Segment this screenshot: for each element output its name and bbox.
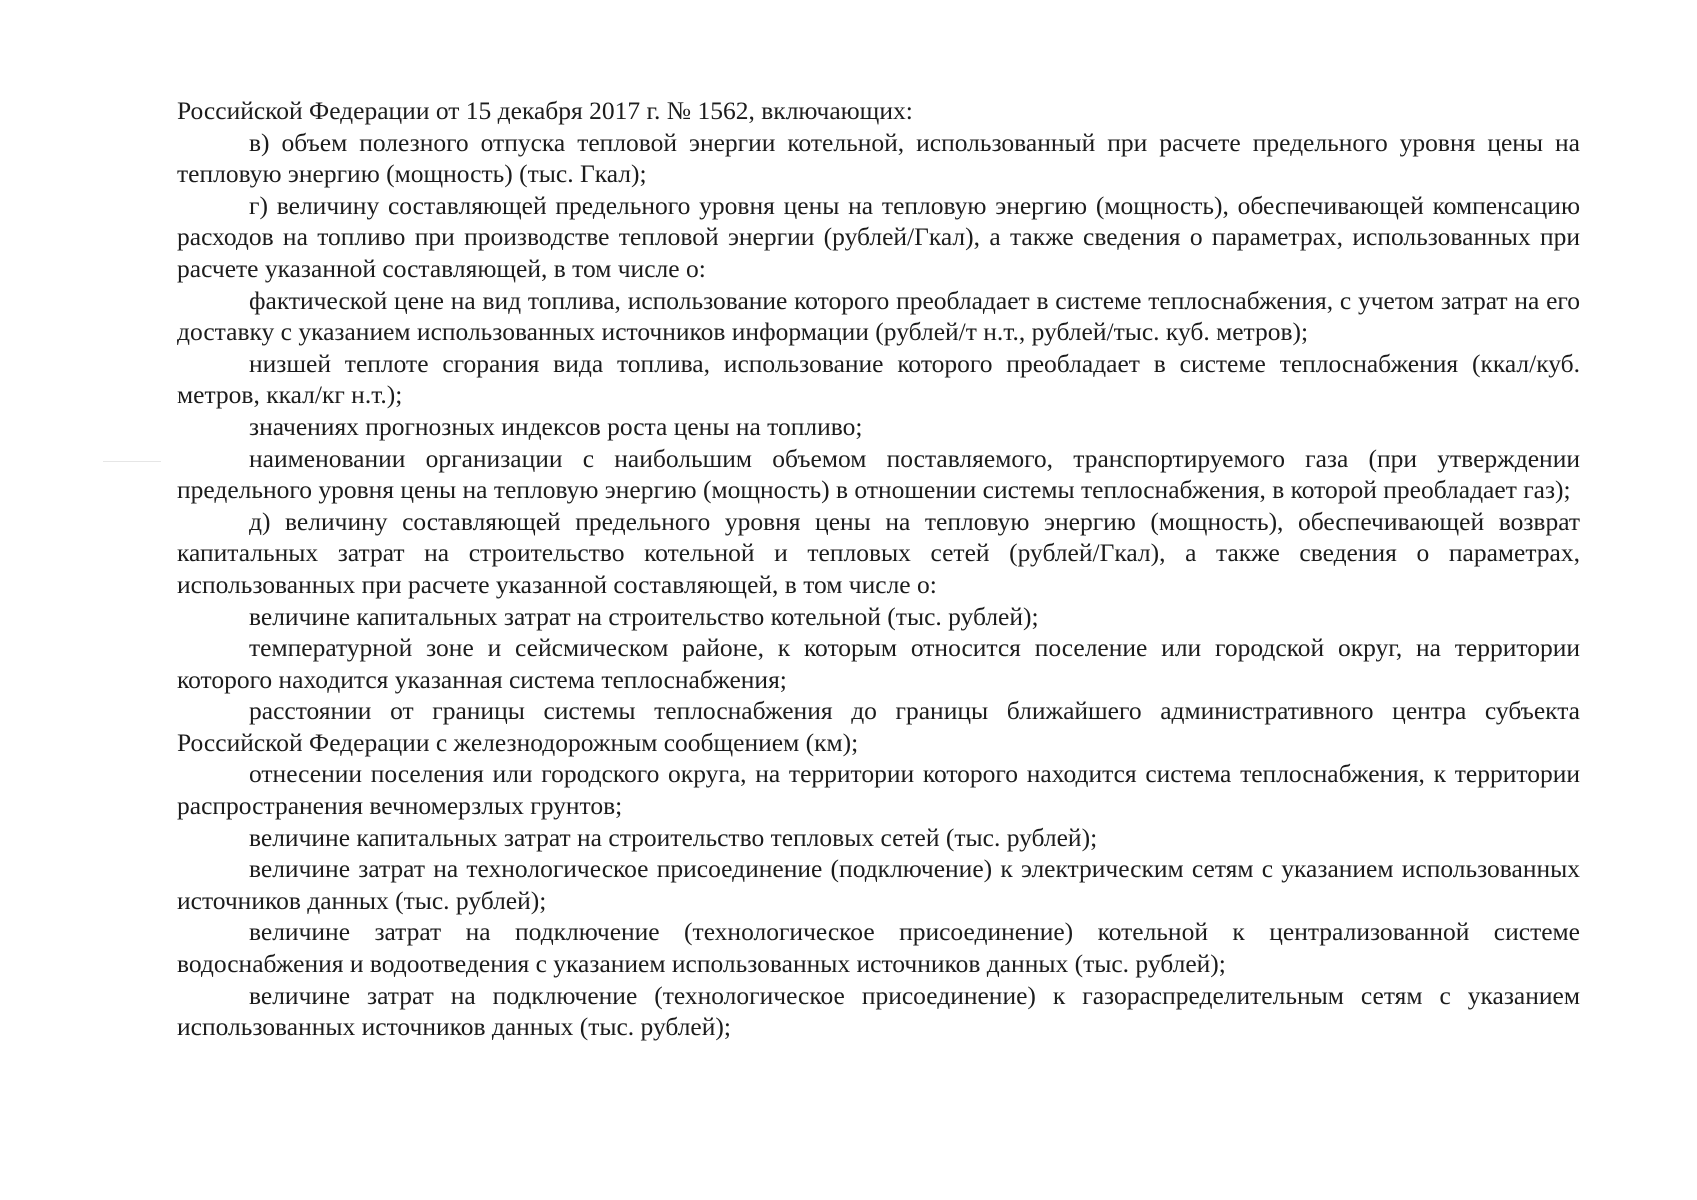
document-body	[177, 95, 1580, 1043]
paragraph-distance: расстоянии от границы системы теплоснабжения до границы ближайшего административного центра субъекта Российской Федерации с железнодорожным сообщением (км);	[177, 696, 1580, 757]
paragraph-electric-connection: величине затрат на технологическое присоединение (подключение) к электрическим сетям с указанием использованных источников данных (тыс. рублей);	[177, 854, 1580, 915]
paragraph-water-connection: величине затрат на подключение (технологическое присоединение) котельной к централизованной системе водоснабжения и водоотведения с указанием использованных источников данных (тыс. рублей);	[177, 917, 1580, 979]
paragraph-item-v: в) объем полезного отпуска тепловой энергии котельной, использованный при расчете предельного уровня цены на тепловую энергию (мощность) (тыс. Гкал);	[177, 127, 1580, 189]
paragraph-network-capex: величине капитальных затрат на строительство тепловых сетей (тыс. рублей);	[249, 822, 1098, 852]
paragraph-intro: Российской Федерации от 15 декабря 2017 г. № 1562, включающих:	[177, 96, 913, 125]
paragraph-gas-organization: наименовании организации с наибольшим объемом поставляемого, транспортируемого газа (при утверждении предельного уровня цены на тепловую энергию (мощность) в отношении системы теплоснабжения, в которой преобладает газ);	[177, 443, 1580, 505]
paragraph-item-g: г) величину составляющей предельного уровня цены на тепловую энергию (мощность), обеспечивающей компенсацию расходов на топливо при производстве тепловой энергии (рублей/Гкал), а также сведения о параметрах, использованных при расчете указанной составляющей, в том числе о:	[177, 190, 1580, 283]
scan-artifact	[103, 461, 161, 462]
paragraph-temperature-zone: температурной зоне и сейсмическом районе, к которым относится поселение или городской округ, на территории которого находится указанная система теплоснабжения;	[177, 633, 1580, 694]
paragraph-calorific-value: низшей теплоте сгорания вида топлива, использование которого преобладает в системе теплоснабжения (ккал/куб. метров, ккал/кг н.т.);	[177, 348, 1580, 410]
paragraph-permafrost: отнесении поселения или городского округа, на территории которого находится система теплоснабжения, к территории распространения вечномерзлых грунтов;	[177, 759, 1580, 821]
paragraph-gas-connection: величине затрат на подключение (технологическое присоединение) к газораспределительным сетям с указанием использованных источников данных (тыс. рублей);	[177, 980, 1580, 1042]
paragraph-boiler-capex: величине капитальных затрат на строительство котельной (тыс. рублей);	[249, 601, 1039, 631]
paragraph-item-d: д) величину составляющей предельного уровня цены на тепловую энергию (мощность), обеспечивающей возврат капитальных затрат на строительство котельной и тепловых сетей (рублей/Гкал), а также сведения о параметрах, использованных при расчете указанной составляющей, в том числе о:	[177, 506, 1580, 599]
paragraph-price-indices: значениях прогнозных индексов роста цены на топливо;	[249, 411, 863, 441]
paragraph-fuel-price: фактической цене на вид топлива, использование которого преобладает в системе теплоснабжения, с учетом затрат на его доставку с указанием использованных источников информации (рублей/т н.т., рублей/тыс. куб. метров);	[177, 285, 1580, 347]
